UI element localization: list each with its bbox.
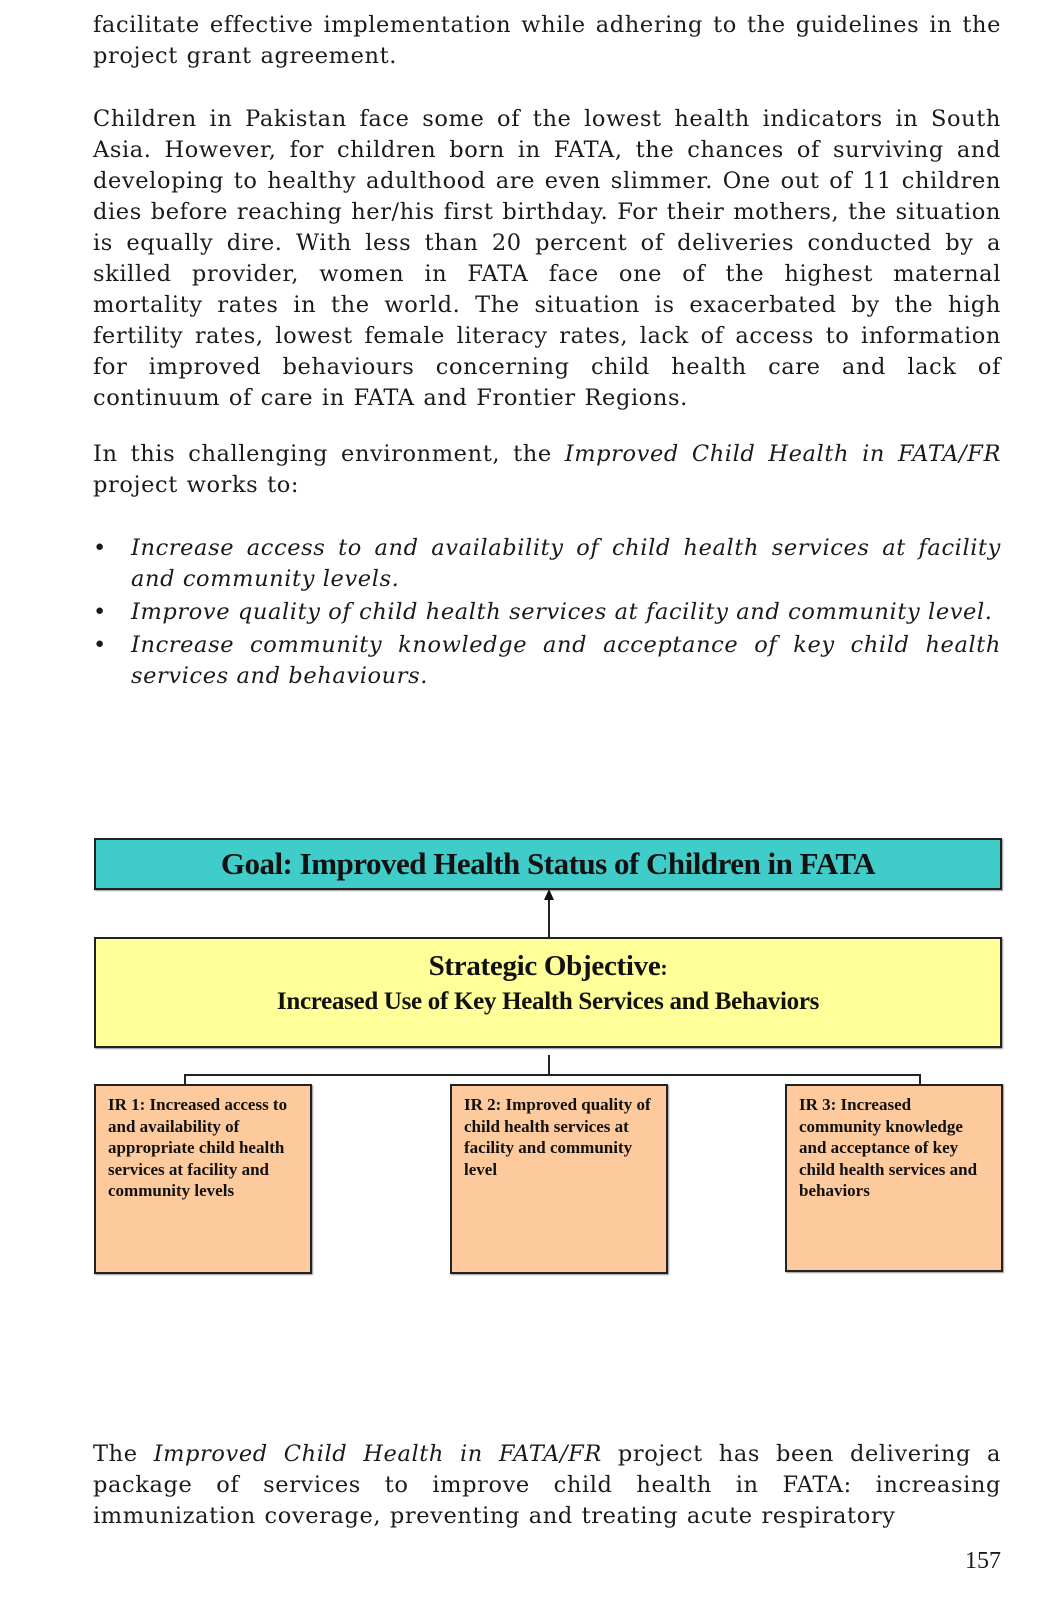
list-item-text: Increase community knowledge and acceptance of key child health services and behaviours. [131,632,1001,689]
strategic-objective-box [94,937,1002,1048]
project-name: Improved Child Health in FATA/FR [153,1441,602,1467]
list-item [93,630,1001,692]
bullet-icon: • [93,535,107,561]
text: project has been delivering a package of services to improve child health in FATA: increasing immunization coverage, preventing and treating acute respiratory [93,1441,1001,1529]
connector-arrow-line [548,898,550,937]
text: The [93,1441,154,1467]
text: In this challenging environment, the [93,441,565,467]
bullet-icon: • [93,632,107,658]
paragraph-intro-continued: facilitate effective implementation while adhering to the guidelines in the project grant agreement. [93,12,1001,69]
strategic-objective-text: Increased Use of Key Health Services and Behaviors [276,988,820,1015]
text: Strategic Objective [428,950,661,982]
text: : [660,955,668,980]
list-item [93,597,1001,628]
list-item-text: Increase access to and availability of child health services at facility and community levels. [131,535,1001,592]
connector-line [548,1055,550,1076]
ir2-box: IR 2: Improved quality of child health services at facility and community level [450,1084,668,1274]
goal-box: Goal: Improved Health Status of Children in FATA [94,838,1002,890]
connector-line [919,1074,921,1084]
connector-line [184,1074,186,1084]
page-number: 157 [965,1548,1001,1574]
bullet-icon: • [93,599,107,625]
list-item-text: Improve quality of child health services at facility and community level. [131,599,993,625]
strategic-objective-title [96,949,1000,985]
ir3-box: IR 3: Increased community knowledge and acceptance of key child health services and behaviors [785,1084,1003,1272]
arrow-up-icon [544,889,554,900]
objectives-list [93,533,1001,694]
paragraph-project-works [93,439,1001,501]
ir1-box: IR 1: Increased access to and availability of appropriate child health services at facility and community levels [94,1084,312,1274]
connector-line [184,1074,921,1076]
text: project works to: [93,472,300,498]
list-item [93,533,1001,595]
paragraph-services-package [93,1439,1001,1532]
project-name: Improved Child Health in FATA/FR [564,441,1001,467]
paragraph-health-context: Children in Pakistan face some of the lowest health indicators in South Asia. However, for children born in FATA, the chances of surviving and developing to healthy adulthood are even slimmer. One out of 11 children dies before reaching her/his first birthday. For their mothers, the situation is equally dire. With less than 20 percent of deliveries conducted by a skilled provider, women in FATA face one of the highest maternal mortality rates in the world. The situation is exacerbated by the high fertility rates, lowest female literacy rates, lack of access to information for improved behaviours concerning child health care and lack of continuum of care in FATA and Frontier Regions. [93,106,1001,411]
